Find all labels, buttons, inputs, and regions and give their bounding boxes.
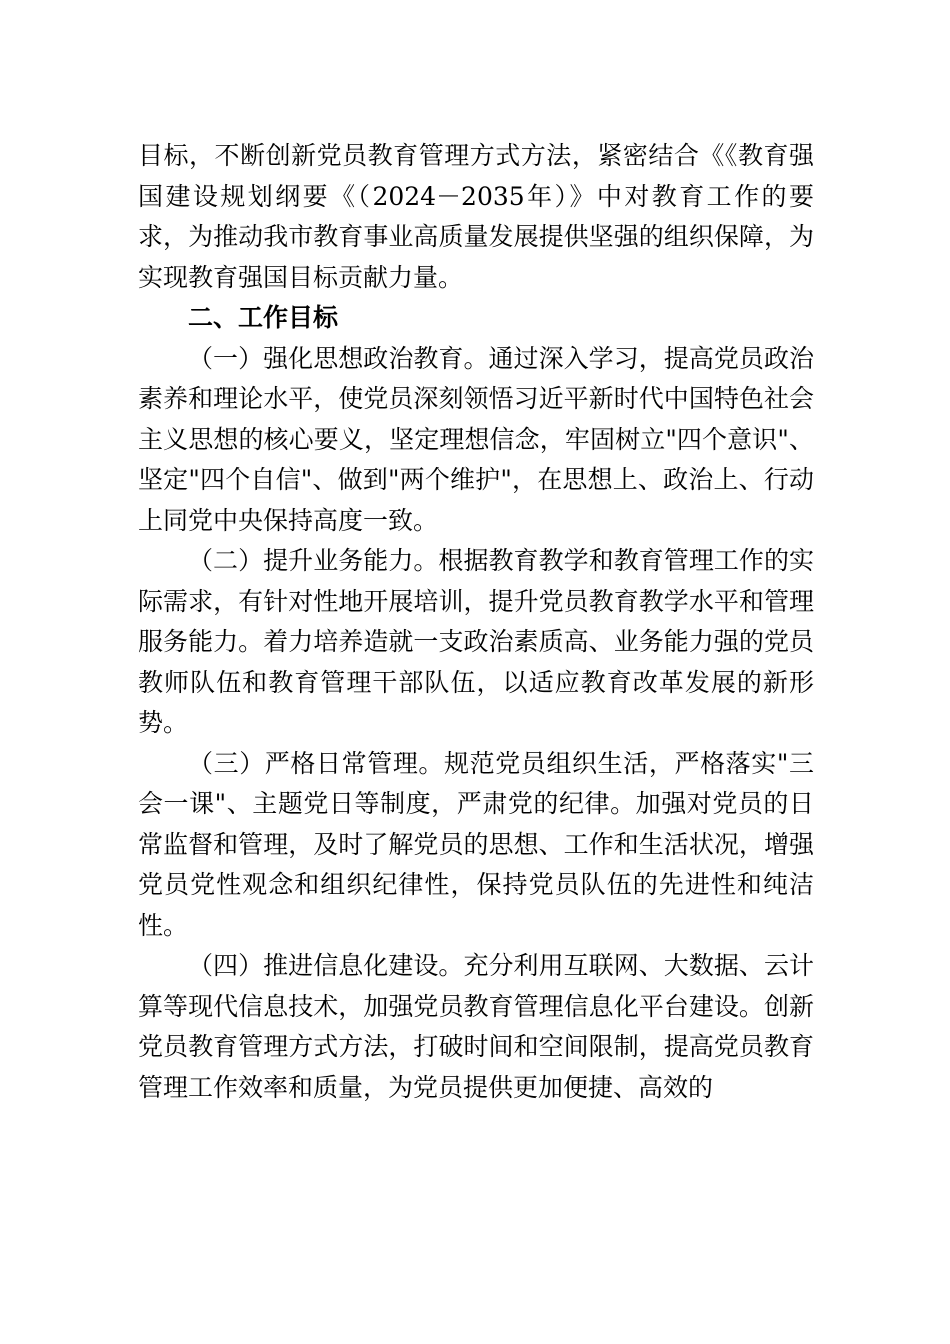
document-body xyxy=(138,136,814,1108)
section-heading: 二、工作目标 xyxy=(188,303,339,332)
paragraph-goal-4: （四）推进信息化建设。充分利用互联网、大数据、云计算等现代信息技术，加强党员教育管理信息化平台建设。创新党员教育管理方式方法，打破时间和空间限制，提高党员教育管理工作效率和质量，为党员提供更加便捷、高效的 xyxy=(138,951,814,1102)
intro-paragraph: 目标，不断创新党员教育管理方式方法，紧密结合《《教育强国建设规划纲要《（2024－2035年）》中对教育工作的要求，为推动我市教育事业高质量发展提供坚强的组织保障，为实现教育强国目标贡献力量。 xyxy=(138,141,814,292)
paragraph-goal-2: （二）提升业务能力。根据教育教学和教育管理工作的实际需求，有针对性地开展培训，提升党员教育教学水平和管理服务能力。着力培养造就一支政治素质高、业务能力强的党员教师队伍和教育管理干部队伍，以适应教育改革发展的新形势。 xyxy=(138,546,814,737)
paragraph-goal-3: （三）严格日常管理。规范党员组织生活，严格落实"三会一课"、主题党日等制度，严肃党的纪律。加强对党员的日常监督和管理，及时了解党员的思想、工作和生活状况，增强党员党性观念和组织纪律性，保持党员队伍的先进性和纯洁性。 xyxy=(138,748,814,940)
paragraph-goal-1: （一）强化思想政治教育。通过深入学习，提高党员政治素养和理论水平，使党员深刻领悟习近平新时代中国特色社会主义思想的核心要义，坚定理想信念，牢固树立"四个意识"、坚定"四个自信"、做到"两个维护"，在思想上、政治上、行动上同党中央保持高度一致。 xyxy=(138,343,814,535)
